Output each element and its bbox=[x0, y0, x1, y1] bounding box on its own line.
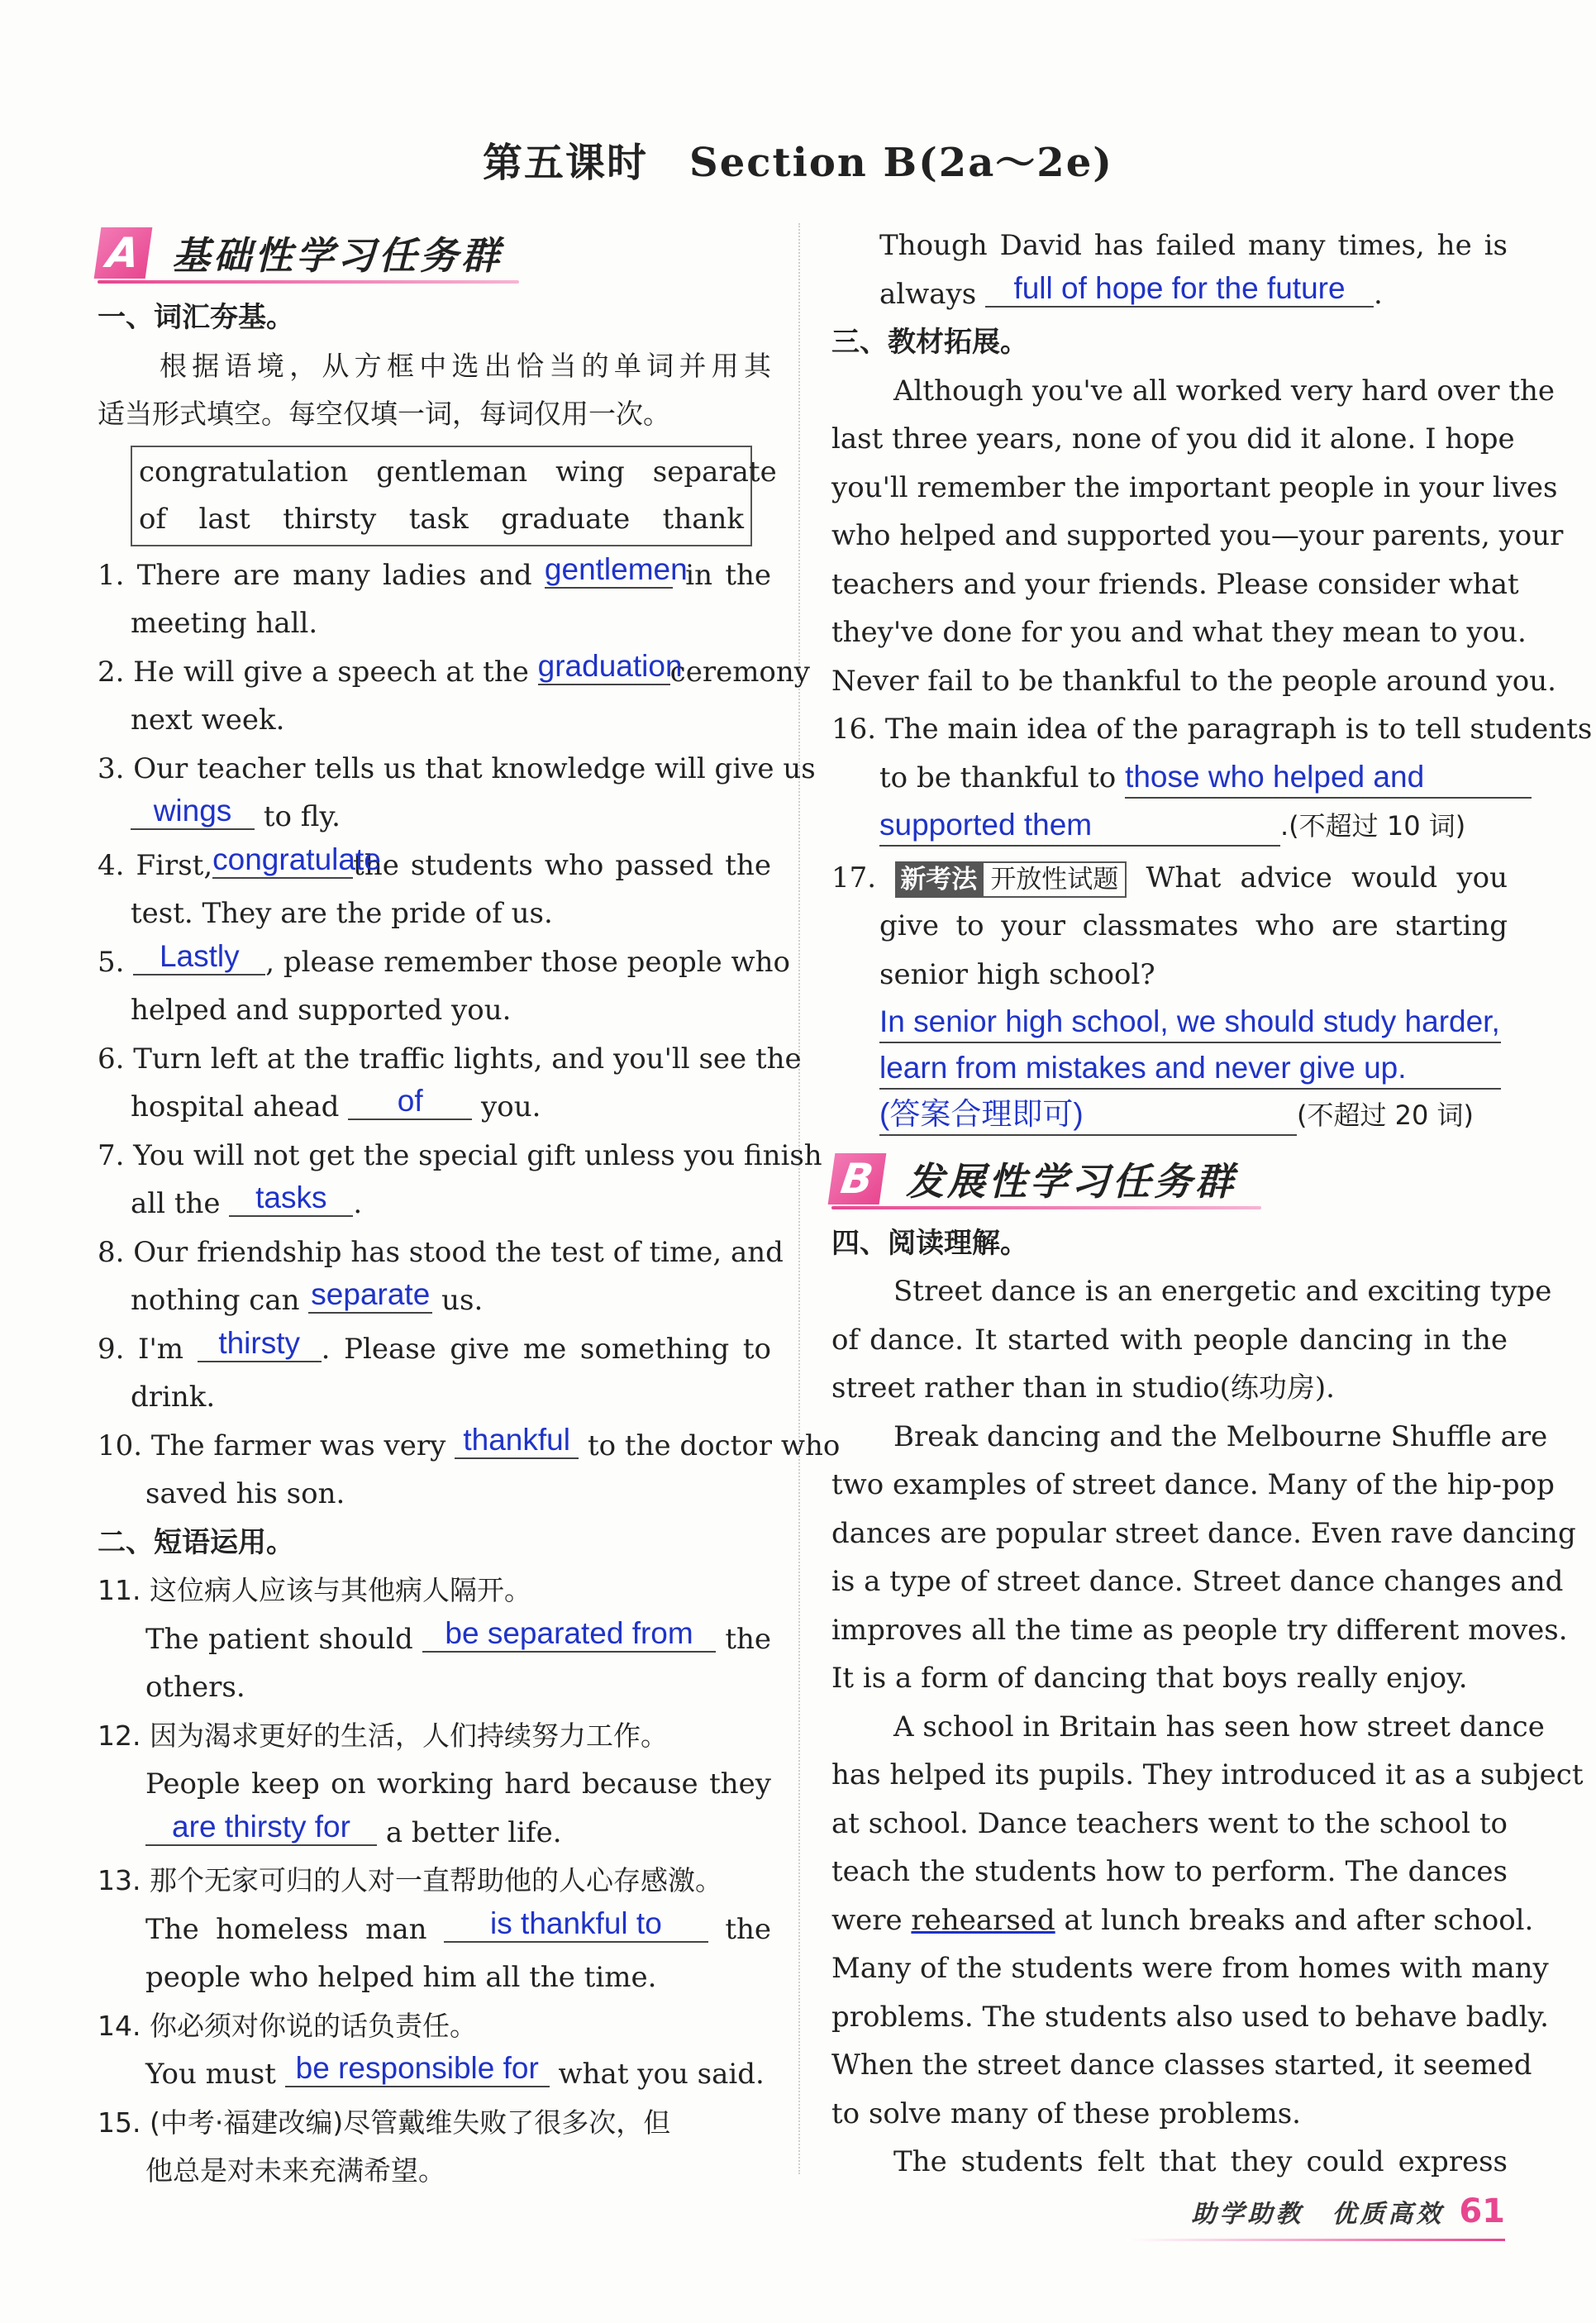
question-17-answer bbox=[831, 999, 1508, 1045]
instruction-line: 适当形式填空。每空仅填一词，每词仅用一次。 bbox=[98, 398, 670, 430]
answer-blank[interactable]: be responsible for bbox=[285, 2051, 550, 2087]
reading-line: is a type of street dance. Street dance changes and bbox=[831, 1565, 1564, 1598]
part1-heading: 一、词汇夯基。 bbox=[98, 301, 294, 334]
part4-heading: 四、阅读理解。 bbox=[831, 1226, 1028, 1260]
answer-blank[interactable]: (答案合理即可) bbox=[879, 1095, 1297, 1136]
answer-blank[interactable]: be separated from bbox=[422, 1616, 716, 1653]
question-8-cont: nothing can separate us. bbox=[131, 1277, 484, 1317]
answer-blank[interactable]: learn from mistakes and never give up. bbox=[879, 1048, 1501, 1090]
question-4: 4. First,congratulatethe students who passed the bbox=[98, 842, 771, 882]
question-3-cont: wings to fly. bbox=[98, 793, 771, 842]
question-15-cn: 15. (中考·福建改编)尽管戴维失败了很多次，但 bbox=[98, 2106, 671, 2139]
part2-heading: 二、短语运用。 bbox=[98, 1525, 294, 1559]
answer-blank[interactable]: full of hope for the future bbox=[985, 271, 1374, 308]
reading-line: street rather than in studio(练功房). bbox=[831, 1371, 1335, 1405]
passage-line: teachers and your friends. Please consider what bbox=[831, 567, 1519, 601]
reading-line: were rehearsed at lunch breaks and after school. bbox=[831, 1903, 1534, 1937]
question-10-cont: saved his son. bbox=[145, 1477, 345, 1510]
question-17-answer bbox=[831, 1091, 1508, 1140]
question-14-cn: 14. 你必须对你说的话负责任。 bbox=[98, 2009, 477, 2042]
question-12-cn: 12. 因为渴求更好的生活，人们持续努力工作。 bbox=[98, 1719, 668, 1752]
footer-line bbox=[1125, 2239, 1505, 2241]
question-12-cont: are thirsty for a better life. bbox=[98, 1809, 771, 1858]
answer-blank[interactable]: Lastly bbox=[133, 939, 265, 975]
reading-line: teach the students how to perform. The dances bbox=[831, 1855, 1508, 1888]
answer-blank[interactable]: wings bbox=[131, 794, 255, 830]
question-2: 2. He will give a speech at the graduationceremony bbox=[98, 648, 811, 689]
question-11-cont: others. bbox=[145, 1671, 245, 1704]
open-question-tag: 开放性试题 bbox=[982, 861, 1127, 898]
reading-line: Many of the students were from homes with many bbox=[831, 1952, 1549, 1985]
reading-line: Street dance is an energetic and exciting type bbox=[893, 1275, 1552, 1308]
section-a-title: 基础性学习任务群 bbox=[172, 233, 503, 278]
question-9: 9. I'm thirsty . Please give me something to bbox=[98, 1325, 772, 1366]
question-16-cont: to be thankful to those who helped and bbox=[831, 754, 1508, 803]
instruction-line: 根据语境，从方框中选出恰当的单词并用其 bbox=[160, 349, 771, 382]
section-b-title: 发展性学习任务群 bbox=[906, 1158, 1236, 1204]
answer-blank[interactable]: those who helped and bbox=[1125, 757, 1532, 799]
reading-line: It is a form of dancing that boys really enjoy. bbox=[831, 1662, 1468, 1695]
answer-blank[interactable]: separate bbox=[308, 1277, 432, 1314]
question-17-answer bbox=[831, 1045, 1508, 1091]
question-2-cont: next week. bbox=[131, 704, 285, 737]
passage-line: who helped and supported you—your parents, your bbox=[831, 519, 1564, 552]
section-a-banner bbox=[98, 219, 771, 293]
reading-line: The students felt that they could express bbox=[893, 2145, 1508, 2178]
question-6-cont: hospital ahead of you. bbox=[131, 1084, 541, 1123]
answer-blank[interactable]: of bbox=[348, 1084, 472, 1120]
question-1-cont: meeting hall. bbox=[131, 607, 318, 640]
passage-line: last three years, none of you did it alone. I hope bbox=[831, 422, 1515, 456]
new-method-tag: 新考法 bbox=[895, 861, 982, 898]
page-footer bbox=[1191, 2192, 1505, 2230]
right-column bbox=[831, 222, 1593, 2187]
reading-line: at school. Dance teachers went to the school to bbox=[831, 1806, 1508, 1840]
reading-line: problems. The students also used to behave badly. bbox=[831, 2000, 1549, 2034]
question-5-cont: helped and supported you. bbox=[131, 994, 512, 1027]
question-17: 17. 新考法 开放性试题 What advice would you bbox=[831, 854, 1508, 903]
question-16-cont bbox=[831, 802, 1508, 851]
section-a-underline bbox=[98, 280, 519, 284]
reading-line: to solve many of these problems. bbox=[831, 2096, 1301, 2130]
question-13-cont: people who helped him all the time. bbox=[145, 1961, 657, 1994]
page-number: 61 bbox=[1459, 2192, 1505, 2230]
question-9-cont: drink. bbox=[131, 1381, 216, 1414]
word-box-row: congratulation gentleman wing separate bbox=[139, 455, 777, 489]
section-a-badge: A bbox=[94, 227, 153, 279]
question-7-cont: all the tasks . bbox=[131, 1181, 363, 1220]
question-8: 8. Our friendship has stood the test of time, and bbox=[98, 1235, 784, 1269]
question-6: 6. Turn left at the traffic lights, and you'll see the bbox=[98, 1042, 802, 1076]
reading-line: A school in Britain has seen how street dance bbox=[893, 1710, 1545, 1743]
answer-blank[interactable]: thankful bbox=[455, 1423, 579, 1459]
reading-line: improves all the time as people try different moves. bbox=[831, 1613, 1568, 1647]
question-17-cont: give to your classmates who are starting bbox=[879, 909, 1508, 942]
answer-blank[interactable]: In senior high school, we should study harder, bbox=[879, 1002, 1501, 1043]
answer-blank[interactable]: tasks bbox=[229, 1181, 353, 1217]
answer-blank[interactable]: are thirsty for bbox=[145, 1810, 377, 1846]
passage-line: Never fail to be thankful to the people around you. bbox=[831, 664, 1556, 698]
question-10: 10. The farmer was very thankful to the doctor who bbox=[98, 1422, 841, 1462]
question-11: The patient should be separated from the bbox=[145, 1615, 771, 1656]
question-15-cn-cont: 他总是对未来充满希望。 bbox=[145, 2154, 445, 2187]
question-16: 16. The main idea of the paragraph is to tell students bbox=[831, 713, 1593, 746]
question-15-cont: always full of hope for the future . bbox=[879, 270, 1383, 311]
question-1: 1. There are many ladies and gentlemen in the bbox=[98, 551, 771, 592]
word-limit: (不超过 20 词) bbox=[1297, 1099, 1475, 1131]
question-15: Though David has failed many times, he is bbox=[879, 229, 1508, 262]
reading-line: dances are popular street dance. Even rave dancing bbox=[831, 1516, 1576, 1550]
page-title: 第五课时 Section B(2a～2e) bbox=[483, 140, 1113, 186]
answer-blank[interactable]: gentlemen bbox=[545, 552, 673, 589]
section-b-banner bbox=[831, 1145, 1508, 1219]
word-limit: .(不超过 10 词) bbox=[1280, 810, 1466, 842]
answer-blank[interactable]: graduation bbox=[538, 649, 670, 685]
reading-line: of dance. It started with people dancing in the bbox=[831, 1323, 1508, 1357]
left-column bbox=[98, 219, 841, 2196]
reading-line: two examples of street dance. Many of the hip-pop bbox=[831, 1468, 1555, 1501]
question-3: 3. Our teacher tells us that knowledge will give us bbox=[98, 751, 816, 785]
answer-blank[interactable]: congratulate bbox=[212, 842, 353, 879]
question-13-cn: 13. 那个无家可归的人对一直帮助他的人心存感激。 bbox=[98, 1864, 722, 1896]
question-4-cont: test. They are the pride of us. bbox=[131, 897, 553, 930]
reading-line: has helped its pupils. They introduced it as a subject bbox=[831, 1758, 1584, 1791]
passage-line: you'll remember the important people in your lives bbox=[831, 470, 1558, 504]
column-divider bbox=[798, 223, 800, 2174]
question-14: You must be responsible for what you said. bbox=[145, 2051, 765, 2091]
question-17-cont: senior high school? bbox=[879, 957, 1155, 991]
answer-blank[interactable]: supported them bbox=[879, 805, 1280, 847]
question-13: The homeless man is thankful to the bbox=[145, 1906, 772, 1946]
question-11-cn: 11. 这位病人应该与其他病人隔开。 bbox=[98, 1574, 531, 1606]
underlined-word: rehearsed bbox=[911, 1903, 1055, 1937]
question-7: 7. You will not get the special gift unless you finish bbox=[98, 1138, 822, 1172]
word-box-row: of last thirsty task graduate thank bbox=[139, 502, 744, 536]
reading-line: Break dancing and the Melbourne Shuffle are bbox=[893, 1419, 1548, 1453]
answer-blank[interactable]: thirsty bbox=[198, 1326, 322, 1362]
question-12: People keep on working hard because they bbox=[145, 1767, 771, 1801]
word-box bbox=[131, 446, 777, 546]
question-5: 5. Lastly , please remember those people who bbox=[98, 938, 791, 979]
passage-line: they've done for you and what they mean to you. bbox=[831, 616, 1527, 649]
part3-heading: 三、教材拓展。 bbox=[831, 326, 1028, 359]
answer-blank[interactable]: is thankful to bbox=[444, 1906, 708, 1943]
footer-slogan: 助学助教 优质高效 bbox=[1191, 2200, 1445, 2229]
section-b-badge: B bbox=[828, 1153, 887, 1204]
passage-line: Although you've all worked very hard over the bbox=[893, 374, 1555, 408]
reading-line: When the street dance classes started, it seemed bbox=[831, 2049, 1532, 2082]
section-b-underline bbox=[831, 1206, 1261, 1209]
